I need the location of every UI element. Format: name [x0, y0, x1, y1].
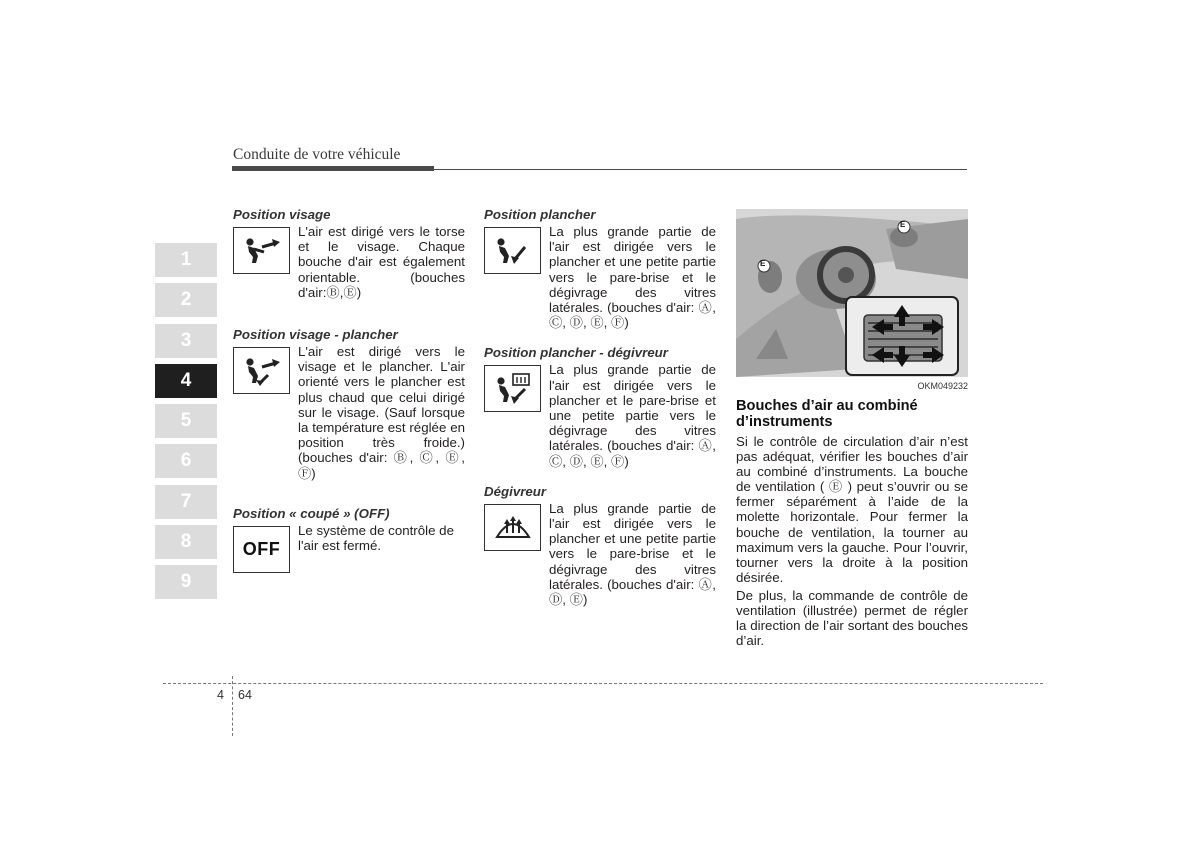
chapter-tabs — [155, 243, 217, 606]
page-number: 64 — [238, 688, 252, 702]
section-off — [233, 505, 465, 573]
chapter-tab-6[interactable]: 6 — [155, 444, 217, 478]
section-text: La plus grande partie de l'air est dirigée vers le plancher et le pare-brise et une petite partie vers le dégivrage des vitres latérales. (bouches d'air: Ⓐ, Ⓒ, Ⓓ, Ⓔ, Ⓕ) — [549, 362, 716, 469]
section-text: L'air est dirigé vers le torse et le visage. Chaque bouche d'air est également orientable. (bouches d'air:Ⓑ,Ⓔ) — [298, 224, 465, 300]
chapter-tab-4[interactable]: 4 — [155, 364, 217, 398]
chapter-tab-9[interactable]: 9 — [155, 565, 217, 599]
section-heading: Bouches d’air au combiné d’instruments — [736, 398, 918, 430]
paragraph: De plus, la commande de contrôle de ventilation (illustrée) permet de régler la direction de l’air sortant des bouches d’air. — [736, 587, 968, 649]
header-rule — [232, 166, 434, 171]
section-face — [233, 206, 465, 300]
chapter-tab-5[interactable]: 5 — [155, 404, 217, 438]
bi-level-vent-icon — [233, 347, 290, 394]
paragraph: Si le contrôle de circulation d’air n’est pas adéquat, vérifier les bouches d’air au combiné d’instruments. La bouche de ventilation ( Ⓔ ) peut s’ouvrir ou se fermer séparément à l’aide de la molette horizontale. Pour fermer la bouche de ventilation, la tourner au maximum vers la gauche. Pour l’ouvrir, tourner vers la droite à la position désirée. — [736, 434, 968, 585]
section-bi-level — [233, 326, 465, 481]
section-text: Le système de contrôle de l'air est fermé. — [298, 522, 454, 554]
dashboard-vent-illustration — [736, 209, 968, 377]
section-defrost — [484, 483, 716, 607]
section-title: Position visage — [233, 207, 331, 222]
right-column — [736, 209, 968, 648]
section-title: Position plancher — [484, 207, 596, 222]
footer-rule — [163, 683, 1043, 684]
vent-label-e-right: E — [900, 220, 906, 229]
middle-column — [484, 206, 716, 607]
section-text: La plus grande partie de l'air est dirigée vers le plancher et une petite partie vers le pare-brise et le dégivrage des vitres latérales. (bouches d'air: Ⓐ, Ⓓ, Ⓔ) — [549, 500, 716, 608]
left-column — [233, 206, 465, 573]
floor-vent-icon — [484, 227, 541, 274]
section-floor — [484, 206, 716, 330]
chapter-tab-3[interactable]: 3 — [155, 324, 217, 358]
section-title: Position « coupé » (OFF) — [233, 505, 390, 521]
running-header: Conduite de votre véhicule — [233, 146, 401, 163]
off-button-icon — [233, 526, 290, 573]
chapter-tab-2[interactable]: 2 — [155, 283, 217, 317]
figure-code: OKM049232 — [917, 381, 968, 391]
section-text: L'air est dirigé vers le visage et le plancher. L'air orienté vers le plancher est plus chaud que celui dirigé sur le visage. (Sauf lorsque la température est réglée en position très froide.) (bouches d'air: Ⓑ, Ⓒ, Ⓔ, Ⓕ) — [298, 344, 465, 481]
vent-label-e-left: E — [760, 259, 766, 268]
dashboard-drawing — [736, 209, 968, 377]
chapter-tab-1[interactable]: 1 — [155, 243, 217, 277]
header-rule-thin — [434, 169, 967, 170]
section-floor-defrost — [484, 344, 716, 468]
defrost-icon — [484, 504, 541, 551]
section-title: Dégivreur — [484, 483, 547, 499]
page-chapter-number: 4 — [217, 688, 224, 702]
footer-vertical-rule — [232, 676, 233, 736]
off-label: OFF — [242, 538, 281, 559]
chapter-tab-7[interactable]: 7 — [155, 485, 217, 519]
section-title: Position visage - plancher — [233, 327, 398, 343]
floor-defrost-icon — [484, 365, 541, 412]
face-vent-icon — [233, 227, 290, 274]
chapter-tab-8[interactable]: 8 — [155, 525, 217, 559]
section-title: Position plancher - dégivreur — [484, 345, 668, 361]
section-text: La plus grande partie de l'air est dirigée vers le plancher et une petite partie vers le pare-brise et le dégivrage des vitres latérales. (bouches d'air: Ⓐ, Ⓒ, Ⓓ, Ⓔ, Ⓕ) — [549, 224, 716, 331]
